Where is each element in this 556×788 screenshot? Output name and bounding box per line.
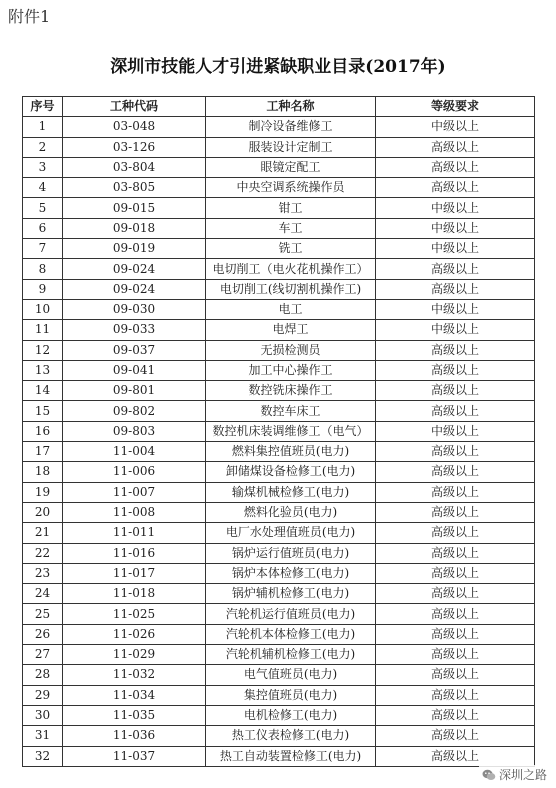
- document-title: 深圳市技能人才引进紧缺职业目录(2017年): [110, 57, 446, 77]
- cell-index: 12: [23, 340, 63, 360]
- cell-level: 高级以上: [376, 705, 535, 725]
- cell-name: 加工中心操作工: [206, 360, 376, 380]
- cell-index: 17: [23, 442, 63, 462]
- cell-name: 热工仪表检修工(电力): [206, 726, 376, 746]
- header-index: 序号: [23, 97, 63, 117]
- table-row: [23, 360, 535, 380]
- cell-level: 中级以上: [376, 218, 535, 238]
- cell-code: 09-018: [63, 218, 206, 238]
- cell-index: 20: [23, 502, 63, 522]
- cell-name: 眼镜定配工: [206, 157, 376, 177]
- cell-index: 28: [23, 665, 63, 685]
- cell-level: 高级以上: [376, 462, 535, 482]
- cell-code: 11-006: [63, 462, 206, 482]
- table-row: [23, 239, 535, 259]
- cell-index: 5: [23, 198, 63, 218]
- cell-code: 11-016: [63, 543, 206, 563]
- cell-code: 09-041: [63, 360, 206, 380]
- cell-code: 09-030: [63, 299, 206, 319]
- cell-index: 26: [23, 624, 63, 644]
- cell-code: 11-004: [63, 442, 206, 462]
- cell-name: 汽轮机本体检修工(电力): [206, 624, 376, 644]
- cell-index: 7: [23, 239, 63, 259]
- table-row: [23, 299, 535, 319]
- cell-code: 09-801: [63, 381, 206, 401]
- cell-name: 电机检修工(电力): [206, 705, 376, 725]
- table-row: [23, 624, 535, 644]
- cell-index: 2: [23, 137, 63, 157]
- cell-name: 电工: [206, 299, 376, 319]
- table-row: [23, 401, 535, 421]
- cell-code: 09-024: [63, 259, 206, 279]
- cell-name: 服装设计定制工: [206, 137, 376, 157]
- cell-code: 03-805: [63, 178, 206, 198]
- cell-code: 09-024: [63, 279, 206, 299]
- cell-level: 高级以上: [376, 624, 535, 644]
- cell-index: 24: [23, 584, 63, 604]
- cell-name: 输煤机械检修工(电力): [206, 482, 376, 502]
- cell-index: 11: [23, 320, 63, 340]
- cell-index: 19: [23, 482, 63, 502]
- cell-level: 高级以上: [376, 665, 535, 685]
- cell-level: 高级以上: [376, 604, 535, 624]
- cell-name: 汽轮机运行值班员(电力): [206, 604, 376, 624]
- watermark-text: 深圳之路: [498, 768, 547, 782]
- table-row: [23, 462, 535, 482]
- table-row: [23, 421, 535, 441]
- cell-code: 11-025: [63, 604, 206, 624]
- cell-level: 高级以上: [376, 401, 535, 421]
- cell-index: 22: [23, 543, 63, 563]
- cell-level: 高级以上: [376, 543, 535, 563]
- cell-name: 数控铣床操作工: [206, 381, 376, 401]
- cell-level: 中级以上: [376, 239, 535, 259]
- cell-name: 热工自动装置检修工(电力): [206, 746, 376, 766]
- cell-index: 27: [23, 645, 63, 665]
- table-row: [23, 543, 535, 563]
- cell-code: 09-033: [63, 320, 206, 340]
- cell-level: 高级以上: [376, 685, 535, 705]
- cell-code: 09-015: [63, 198, 206, 218]
- cell-index: 9: [23, 279, 63, 299]
- cell-index: 3: [23, 157, 63, 177]
- cell-level: 高级以上: [376, 584, 535, 604]
- cell-index: 23: [23, 563, 63, 583]
- cell-level: 高级以上: [376, 279, 535, 299]
- cell-index: 6: [23, 218, 63, 238]
- cell-level: 高级以上: [376, 726, 535, 746]
- table-row: [23, 279, 535, 299]
- cell-level: 高级以上: [376, 746, 535, 766]
- cell-code: 11-029: [63, 645, 206, 665]
- cell-index: 29: [23, 685, 63, 705]
- cell-level: 中级以上: [376, 320, 535, 340]
- cell-name: 燃料集控值班员(电力): [206, 442, 376, 462]
- cell-code: 11-011: [63, 523, 206, 543]
- cell-level: 高级以上: [376, 523, 535, 543]
- cell-index: 14: [23, 381, 63, 401]
- table-row: [23, 502, 535, 522]
- cell-level: 高级以上: [376, 645, 535, 665]
- cell-level: 高级以上: [376, 157, 535, 177]
- cell-level: 高级以上: [376, 259, 535, 279]
- cell-code: 11-018: [63, 584, 206, 604]
- cell-index: 30: [23, 705, 63, 725]
- cell-code: 11-008: [63, 502, 206, 522]
- cell-index: 25: [23, 604, 63, 624]
- cell-name: 电厂水处理值班员(电力): [206, 523, 376, 543]
- cell-code: 03-804: [63, 157, 206, 177]
- cell-code: 11-007: [63, 482, 206, 502]
- cell-name: 车工: [206, 218, 376, 238]
- table-row: [23, 604, 535, 624]
- cell-code: 09-802: [63, 401, 206, 421]
- cell-index: 31: [23, 726, 63, 746]
- cell-name: 铣工: [206, 239, 376, 259]
- cell-name: 制冷设备维修工: [206, 117, 376, 137]
- cell-index: 8: [23, 259, 63, 279]
- cell-name: 数控车床工: [206, 401, 376, 421]
- table-row: [23, 523, 535, 543]
- cell-level: 高级以上: [376, 178, 535, 198]
- attachment-label: 附件1: [8, 7, 51, 26]
- table-body: [23, 117, 535, 767]
- cell-index: 18: [23, 462, 63, 482]
- cell-code: 03-048: [63, 117, 206, 137]
- table-row: [23, 584, 535, 604]
- cell-name: 集控值班员(电力): [206, 685, 376, 705]
- table-row: [23, 320, 535, 340]
- cell-name: 锅炉本体检修工(电力): [206, 563, 376, 583]
- table-header-row: [23, 97, 535, 117]
- cell-name: 电切削工(线切割机操作工): [206, 279, 376, 299]
- header-level: 等级要求: [376, 97, 535, 117]
- cell-index: 10: [23, 299, 63, 319]
- cell-level: 高级以上: [376, 563, 535, 583]
- table-row: [23, 198, 535, 218]
- table-row: [23, 563, 535, 583]
- cell-index: 21: [23, 523, 63, 543]
- cell-code: 03-126: [63, 137, 206, 157]
- watermark: [479, 765, 550, 784]
- cell-code: 11-036: [63, 726, 206, 746]
- cell-index: 32: [23, 746, 63, 766]
- wechat-icon: [482, 768, 496, 782]
- cell-name: 燃料化验员(电力): [206, 502, 376, 522]
- cell-level: 高级以上: [376, 360, 535, 380]
- table-row: [23, 157, 535, 177]
- table-row: [23, 178, 535, 198]
- table-row: [23, 218, 535, 238]
- cell-level: 高级以上: [376, 482, 535, 502]
- cell-code: 11-035: [63, 705, 206, 725]
- table-row: [23, 746, 535, 766]
- cell-code: 11-037: [63, 746, 206, 766]
- cell-name: 中央空调系统操作员: [206, 178, 376, 198]
- table-row: [23, 259, 535, 279]
- table-row: [23, 645, 535, 665]
- cell-name: 锅炉运行值班员(电力): [206, 543, 376, 563]
- header-name: 工种名称: [206, 97, 376, 117]
- cell-name: 锅炉辅机检修工(电力): [206, 584, 376, 604]
- cell-name: 电气值班员(电力): [206, 665, 376, 685]
- cell-index: 16: [23, 421, 63, 441]
- cell-level: 中级以上: [376, 421, 535, 441]
- cell-code: 11-026: [63, 624, 206, 644]
- table-row: [23, 482, 535, 502]
- cell-level: 高级以上: [376, 502, 535, 522]
- cell-name: 汽轮机辅机检修工(电力): [206, 645, 376, 665]
- header-code: 工种代码: [63, 97, 206, 117]
- table-row: [23, 726, 535, 746]
- cell-index: 1: [23, 117, 63, 137]
- table-row: [23, 137, 535, 157]
- cell-name: 数控机床装调维修工（电气）: [206, 421, 376, 441]
- table-row: [23, 381, 535, 401]
- cell-level: 高级以上: [376, 340, 535, 360]
- cell-code: 09-037: [63, 340, 206, 360]
- cell-code: 09-019: [63, 239, 206, 259]
- cell-name: 钳工: [206, 198, 376, 218]
- cell-code: 09-803: [63, 421, 206, 441]
- cell-level: 高级以上: [376, 442, 535, 462]
- table-row: [23, 117, 535, 137]
- cell-code: 11-017: [63, 563, 206, 583]
- cell-code: 11-034: [63, 685, 206, 705]
- table-row: [23, 685, 535, 705]
- cell-level: 高级以上: [376, 381, 535, 401]
- cell-code: 11-032: [63, 665, 206, 685]
- cell-level: 中级以上: [376, 198, 535, 218]
- cell-name: 卸储煤设备检修工(电力): [206, 462, 376, 482]
- table-row: [23, 340, 535, 360]
- cell-level: 中级以上: [376, 117, 535, 137]
- cell-index: 13: [23, 360, 63, 380]
- cell-level: 高级以上: [376, 137, 535, 157]
- cell-name: 无损检测员: [206, 340, 376, 360]
- table-row: [23, 705, 535, 725]
- cell-index: 4: [23, 178, 63, 198]
- occupation-table: [22, 96, 535, 767]
- cell-level: 中级以上: [376, 299, 535, 319]
- cell-name: 电焊工: [206, 320, 376, 340]
- cell-index: 15: [23, 401, 63, 421]
- cell-name: 电切削工（电火花机操作工）: [206, 259, 376, 279]
- table-row: [23, 665, 535, 685]
- table-row: [23, 442, 535, 462]
